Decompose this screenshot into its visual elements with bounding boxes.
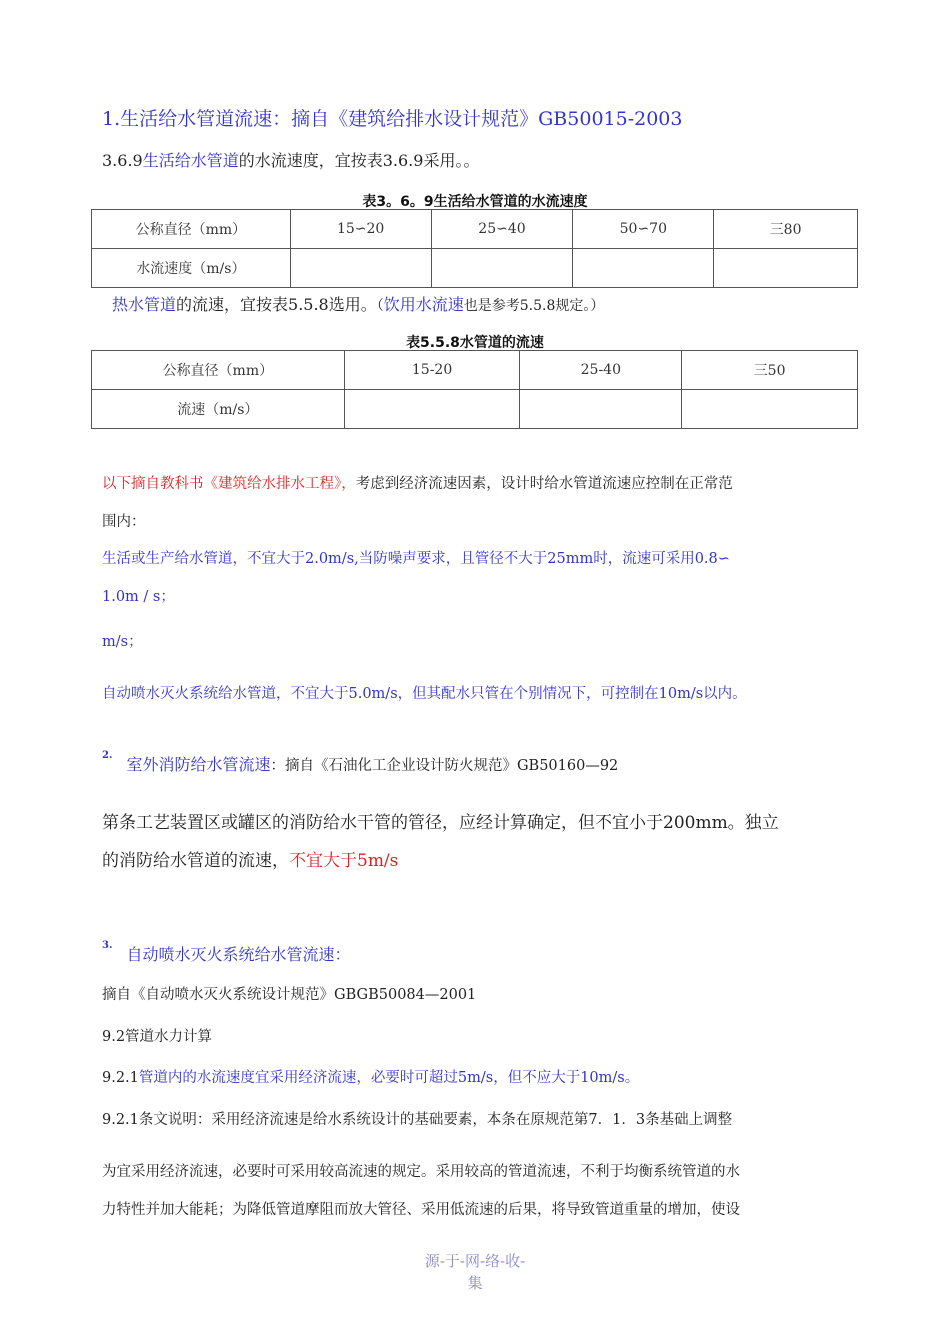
clause-369-text: 的水流速度，宜按表3.6.9采用。。 xyxy=(238,151,480,170)
link-drinking-water-velocity[interactable]: 饮用水流速 xyxy=(383,295,464,314)
clause-921-note-line3: 力特性并加大能耗；为降低管道摩阻而放大管径、采用低流速的后果，将导致管道重量的增加，使设 xyxy=(102,1202,740,1218)
table-row xyxy=(92,390,858,429)
velocity-unit-line: m/s； xyxy=(102,634,143,650)
clause-921-note-line1: 9.2.1条文说明：采用经济流速是给水系统设计的基础要素，本条在原规范第7．1．3条基础上调整 xyxy=(102,1112,733,1128)
section2-limit: 不宜大于5m/s xyxy=(289,851,399,871)
table-cell: 公称直径（mm） xyxy=(92,351,345,390)
table-cell-empty xyxy=(682,390,858,429)
table-cell: 25-40 xyxy=(520,351,682,390)
clause-369-number: 3.6.9 xyxy=(102,151,143,170)
textbook-line1 xyxy=(102,472,733,493)
table-cell: 三50 xyxy=(682,351,858,390)
section2-body-line2 xyxy=(102,846,398,871)
table-cell-empty xyxy=(573,249,714,288)
section3-subheading: 9.2管道水力计算 xyxy=(102,1029,213,1045)
table-cell-empty xyxy=(344,390,520,429)
section3-heading xyxy=(102,942,350,965)
section1-title: 1.生活给水管道流速：摘自《建筑给排水设计规范》GB50015-2003 xyxy=(102,108,683,130)
section3-source: 摘自《自动喷水灭火系统设计规范》GBGB50084—2001 xyxy=(102,987,477,1003)
table-cell: 15-20 xyxy=(344,351,520,390)
domestic-pipe-rule-line1: 生活或生产给水管道，不宜大于2.0m/s,当防噪声要求，且管径不大于25mm时，流速可采用0.8∽ xyxy=(102,551,730,567)
table-row xyxy=(92,249,858,288)
table-row xyxy=(92,210,858,249)
textbook-text: 考虑到经济流速因素，设计时给水管道流速应控制在正常范 xyxy=(355,476,733,492)
table-cell: 25∽40 xyxy=(431,210,573,249)
clause-558-text: 的流速，宜按表5.5.8选用。 xyxy=(176,295,377,314)
footer-watermark xyxy=(0,1250,950,1294)
section2-number: 2. xyxy=(102,750,113,761)
table-cell: 公称直径（mm） xyxy=(92,210,291,249)
table-cell: 50∽70 xyxy=(573,210,714,249)
table-cell: 水流速度（m/s） xyxy=(92,249,291,288)
textbook-line2: 围内： xyxy=(102,514,146,530)
section3-number: 3. xyxy=(102,940,113,951)
clause-921-text: 管道内的水流速度宜采用经济流速，必要时可超过5m/s，但不应大于10m/s。 xyxy=(138,1070,640,1086)
textbook-source: 以下摘自教科书《建筑给水排水工程》， xyxy=(102,476,356,492)
table-cell-empty xyxy=(431,249,573,288)
clause-921 xyxy=(102,1066,639,1087)
link-hot-water-pipe[interactable]: 热水管道 xyxy=(112,295,177,314)
table-558 xyxy=(91,350,858,429)
table-cell-empty xyxy=(290,249,431,288)
table-cell: 三80 xyxy=(714,210,858,249)
section2-source: ：摘自《石油化工企业设计防火规范》GB50160—92 xyxy=(270,758,619,774)
section2-heading xyxy=(102,752,618,775)
paren-open: （ xyxy=(376,298,384,314)
table-cell-empty xyxy=(714,249,858,288)
link-domestic-water-pipe[interactable]: 生活给水管道 xyxy=(142,151,239,170)
clause-558 xyxy=(112,292,604,315)
table-cell: 15∽20 xyxy=(290,210,431,249)
footer-line1: 源-于-网-络-收- xyxy=(424,1252,526,1270)
section2-body-text: 的消防给水管道的流速， xyxy=(102,851,289,871)
footer-line2: 集 xyxy=(467,1274,483,1292)
section3-title: 自动喷水灭火系统给水管流速： xyxy=(126,945,351,964)
table2-caption: 表5.5.8水管道的流速 xyxy=(406,335,544,351)
clause-921-number: 9.2.1 xyxy=(102,1070,139,1086)
clause-369 xyxy=(102,148,479,171)
table-cell-empty xyxy=(520,390,682,429)
section2-title: 室外消防给水管流速 xyxy=(126,755,271,774)
domestic-pipe-rule-line2: 1.0m / s； xyxy=(102,589,175,605)
table-cell: 流速（m/s） xyxy=(92,390,345,429)
table1-caption: 表3。6。9生活给水管道的水流速度 xyxy=(362,194,588,210)
clause-558-tail: 也是参考5.5.8规定。） xyxy=(463,298,605,314)
sprinkler-rule-line: 自动喷水灭火系统给水管道，不宜大于5.0m/s，但其配水只管在个别情况下，可控制在10m/s以内。 xyxy=(102,686,747,702)
clause-921-note-line2: 为宜采用经济流速，必要时可采用较高流速的规定。采用较高的管道流速，不利于均衡系统管道的水 xyxy=(102,1164,740,1180)
table-row xyxy=(92,351,858,390)
section2-body-line1: 第条工艺装置区或罐区的消防给水干管的管径，应经计算确定，但不宜小于200mm。独立 xyxy=(102,813,779,833)
table-369 xyxy=(91,209,858,288)
